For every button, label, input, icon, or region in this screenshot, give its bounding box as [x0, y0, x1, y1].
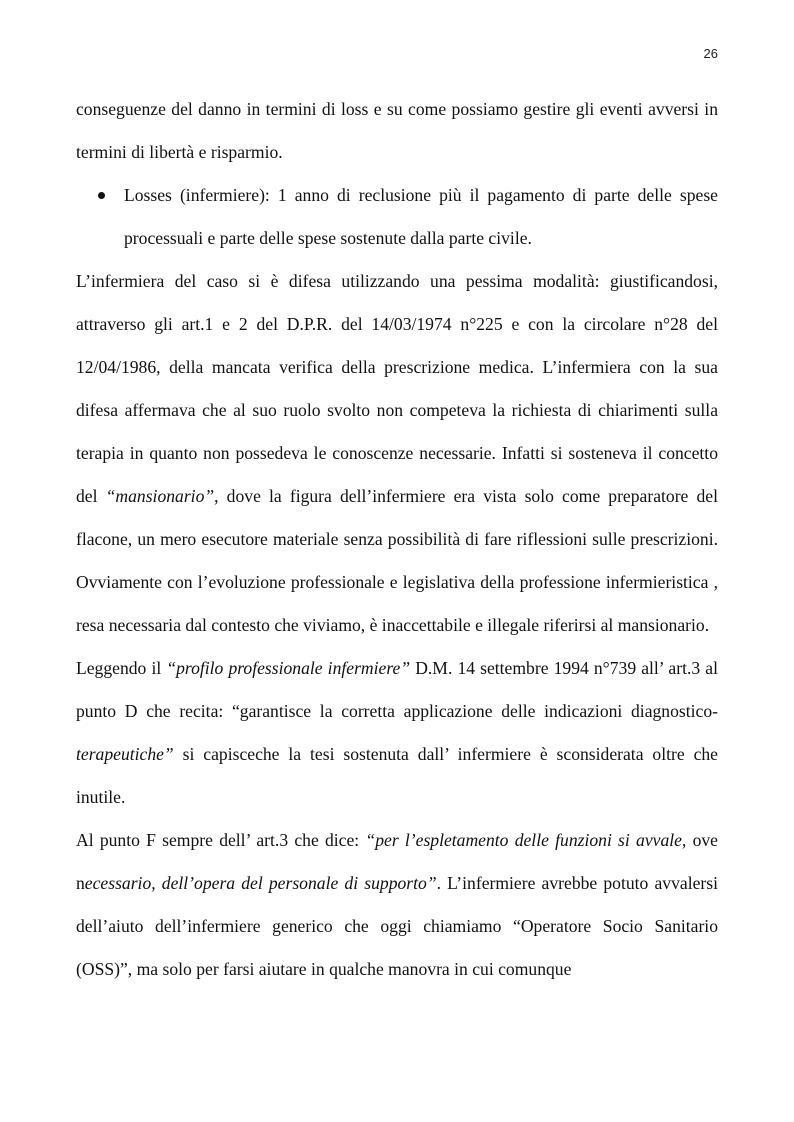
- italic-text: “profilo professionale infermiere”: [166, 658, 411, 678]
- text-segment: conseguenze del danno in termini di loss e su come possiamo gestire gli eventi avversi in termini di libertà e risparmio.: [76, 99, 718, 162]
- paragraph: [76, 260, 718, 647]
- bullet-list: [76, 174, 718, 260]
- paragraph: [76, 819, 718, 991]
- paragraph: [76, 647, 718, 819]
- text-segment: ove n: [76, 830, 718, 893]
- text-segment: . L’infermiere avrebbe potuto avvalersi dell’aiuto dell’infermiere generico che oggi chiamiamo “Operatore Socio Sanitario (OSS)”, ma solo per farsi aiutare in qualche manovra in cui comunque: [76, 873, 719, 979]
- bullet-text: Losses (infermiere): 1 anno di reclusione più il pagamento di parte delle spese processuali e parte delle spese sostenute dalla parte civile.: [124, 185, 718, 248]
- bullet-dot-icon: [98, 192, 105, 199]
- bullet-item: [76, 174, 718, 260]
- text-segment: L’infermiera del caso si è difesa utilizzando una pessima modalità: giustificandosi, attraverso gli art.1 e 2 del D.P.R. del 14/03/1974 n°225 e con la circolare n°28 del 12/04/1986, della mancata verifica della prescrizione medica. L’infermiera con la sua difesa affermava che al suo ruolo svolto non competeva la richiesta di chiarimenti sulla terapia in quanto non possedeva le conoscenze necessarie. Infatti si sosteneva il concetto del: [76, 271, 718, 506]
- italic-text: “per l’espletamento delle funzioni si avvale,: [365, 830, 687, 850]
- text-segment: D.M. 14 settembre 1994 n°739 all’ art.3 al punto D che recita: “garantisce la corretta applicazione delle indicazioni diagnostico-: [76, 658, 718, 721]
- italic-text: “mansionario”: [105, 486, 215, 506]
- page-number: 26: [703, 46, 718, 61]
- text-segment: , dove la figura dell’infermiere era vista solo come preparatore del flacone, un mero esecutore materiale senza possibilità di fare riflessioni sulle prescrizioni. Ovviamente con l’evoluzione professionale e legislativa della professione infermieristica , resa necessaria dal contesto che viviamo, è inaccettabile e illegale riferirsi al mansionario.: [76, 486, 718, 635]
- text-segment: Leggendo il: [76, 658, 167, 678]
- page-content: [76, 88, 718, 991]
- intro-paragraphs: [76, 88, 718, 174]
- paragraph: [76, 88, 718, 174]
- text-segment: si capisceche la tesi sostenuta dall’ infermiere è sconsiderata oltre che inutile.: [76, 744, 718, 807]
- body-paragraphs: [76, 260, 718, 991]
- italic-text: ecessario, dell’opera del personale di supporto”: [84, 873, 437, 893]
- text-segment: Al punto F sempre dell’ art.3 che dice:: [76, 830, 366, 850]
- italic-text: terapeutiche”: [76, 744, 174, 764]
